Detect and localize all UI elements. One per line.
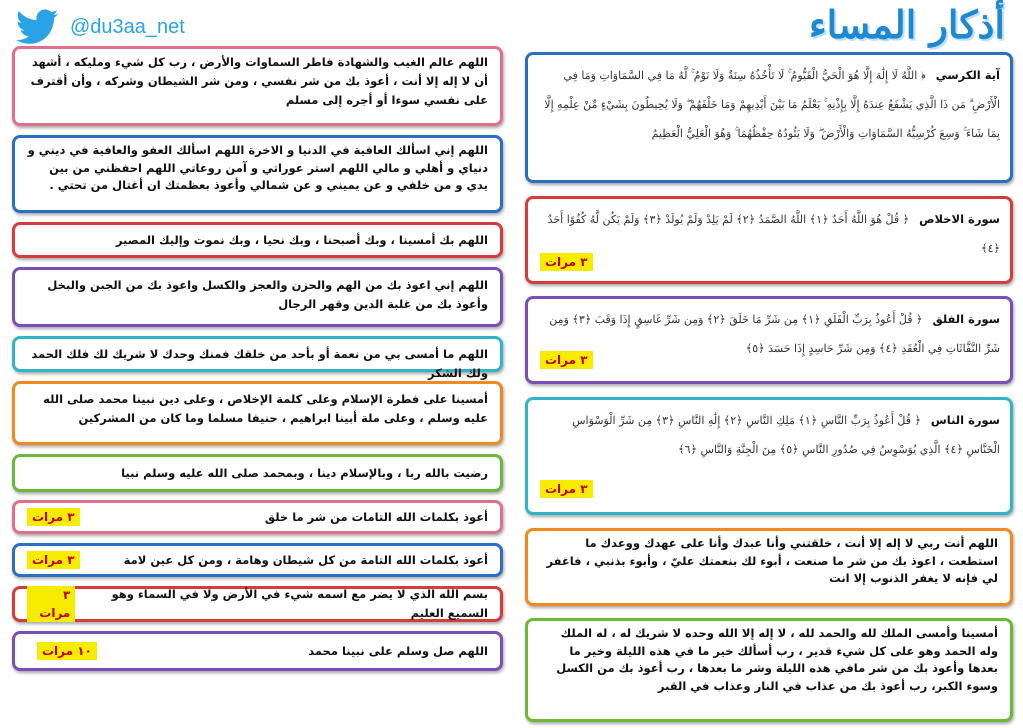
dua-text: اللهم عالم الغيب والشهادة فاطر السماوات والأرض ، رب كل شيء ومليكه ، أشهد أن لا إله إلا أنت ، أعوذ بك من شر نفسي ، ومن شر الشيطان وشركه ، وأن أقترف على نفسي سوءا أو أجره إلى مسلم — [30, 55, 488, 107]
repeat-count-badge: ٣ مرات — [540, 253, 593, 271]
dua-text: اللهم بك أمسينا ، وبك أصبحنا ، وبك نحيا ، وبك نموت وإليك المصير — [115, 233, 488, 247]
dua-card-kalimat-tammat — [12, 500, 503, 534]
repeat-count-badge: ٣ مرات — [27, 586, 75, 622]
page-title: أذكار المساء — [808, 2, 1005, 47]
quran-card-nas — [525, 397, 1013, 515]
dua-card-amsayna — [525, 618, 1013, 722]
dua-text: اللهم إني اعوذ بك من الهم والحزن والعجز والكسل واعوذ بك من الجبن والبخل وأعوذ بك من غلبة الدين وقهر الرجال — [47, 278, 488, 311]
repeat-count-badge: ٣ مرات — [540, 480, 593, 498]
dua-text: أمسينا على فطرة الإسلام وعلى كلمة الإخلاص ، وعلى دين نبينا محمد صلى الله عليه وسلم ، وعلى ملة أبينا ابراهيم ، حنيفا مسلما وما كان من المشركين — [43, 392, 488, 425]
quran-card-ikhlas — [525, 196, 1013, 284]
dua-card-raditu — [12, 454, 503, 492]
repeat-count-badge: ٣ مرات — [540, 351, 593, 369]
dua-card-afiyah — [12, 135, 503, 213]
quran-verse: ﴿ قُلْ أَعُوذُ بِرَبِّ الْفَلَقِ ﴿١﴾ مِن شَرِّ مَا خَلَقَ ﴿٢﴾ وَمِن شَرِّ غَاسِقٍ إِذَا وَقَبَ ﴿٣﴾ وَمِن شَرِّ النَّفَّاثَاتِ فِي الْعُقَدِ ﴿٤﴾ وَمِن شَرِّ حَاسِدٍ إِذَا حَسَدَ ﴿٥﴾ — [549, 313, 1000, 355]
quran-verse: ﴿ قُلْ هُوَ اللَّهُ أَحَدٌ ﴿١﴾ اللَّهُ الصَّمَدُ ﴿٢﴾ لَمْ يَلِدْ وَلَمْ يُولَدْ ﴿٣﴾ وَلَمْ يَكُن لَّهُ كُفُوًا أَحَدٌ ﴿٤﴾ — [547, 213, 1000, 255]
twitter-bird-icon — [14, 10, 62, 44]
quran-card-falaq — [525, 296, 1013, 384]
dua-text: بسم الله الذي لا يضر مع اسمه شيء في الأرض ولا في السماء وهو السميع العليم — [111, 587, 488, 620]
quran-verse: ﴿ قُلْ أَعُوذُ بِرَبِّ النَّاسِ ﴿١﴾ مَلِكِ النَّاسِ ﴿٢﴾ إِلَٰهِ النَّاسِ ﴿٣﴾ مِن شَرِّ الْوَسْوَاسِ الْخَنَّاسِ ﴿٤﴾ الَّذِي يُوَسْوِسُ فِي صُدُورِ النَّاسِ ﴿٥﴾ مِنَ الْجِنَّةِ وَالنَّاسِ ﴿٦﴾ — [572, 414, 1000, 456]
quran-label: سورة الفلق — [932, 312, 1000, 326]
dua-text: اللهم ما أمسى بي من نعمة أو بأحد من خلقك فمنك وحدك لا شريك لك فلك الحمد ولك الشكر — [31, 347, 488, 380]
dua-card-fitrat-alislam — [12, 381, 503, 445]
dua-text: أعوذ بكلمات الله التامات من شر ما خلق — [264, 509, 488, 524]
quran-label: سورة الاخلاص — [919, 212, 1000, 226]
repeat-count-badge: ١٠ مرات — [37, 642, 97, 660]
quran-label: سورة الناس — [930, 413, 1000, 427]
repeat-count-badge: ٣ مرات — [27, 551, 80, 569]
quran-card-ayat-alkursi — [525, 52, 1013, 183]
dua-card-salat-ala-nabi — [12, 631, 503, 671]
dua-text: أعوذ بكلمات الله التامة من كل شيطان وهامة ، ومن كل عين لامة — [123, 552, 488, 567]
repeat-count-badge: ٣ مرات — [27, 508, 80, 526]
dua-text: اللهم صل وسلم على نبينا محمد — [308, 643, 488, 658]
dua-card-bismillah-la-yadur — [12, 586, 503, 622]
dua-card-sayyid-alistighfar — [525, 528, 1013, 606]
dua-text: رضيت بالله ربا ، وبالإسلام دينا ، وبمحمد صلى الله عليه وسلم نبيا — [121, 466, 488, 480]
quran-verse: ﴿ اللَّهُ لَا إِلَٰهَ إِلَّا هُوَ الْحَيُّ الْقَيُّومُ ۚ لَا تَأْخُذُهُ سِنَةٌ وَلَا نَوْمٌ ۚ لَّهُ مَا فِي السَّمَاوَاتِ وَمَا فِي الْأَرْضِ ۗ مَن ذَا الَّذِي يَشْفَعُ عِندَهُ إِلَّا بِإِذْنِهِ ۚ يَعْلَمُ مَا بَيْنَ أَيْدِيهِمْ وَمَا خَلْفَهُمْ ۖ وَلَا يُحِيطُونَ بِشَيْءٍ مِّنْ عِلْمِهِ إِلَّا بِمَا شَاءَ ۚ وَسِعَ كُرْسِيُّهُ السَّمَاوَاتِ وَالْأَرْضَ ۖ وَلَا يَئُودُهُ حِفْظُهُمَا ۚ وَهُوَ الْعَلِيُّ الْعَظِيمُ — [544, 69, 1000, 140]
dua-text: أمسينا وأمسى الملك لله والحمد لله ، لا إله إلا الله وحده لا شريك له ، له الملك وله الحمد وهو على كل شيء قدير ، رب أسألك خير ما في هذه الليلة وخير ما بعدها وأعوذ بك من شر مافي هذه الليلة وشر ما بعدها ، رب أعوذ بك من الكسل وسوء الكبر، رب أعوذ بك من عذاب في النار وعذاب في القبر — [556, 626, 998, 693]
twitter-handle[interactable]: @du3aa_net — [70, 15, 185, 38]
dua-card-shaytan-hamma — [12, 543, 503, 577]
twitter-handle-block[interactable] — [14, 10, 185, 44]
dua-card-bika-amsayna — [12, 222, 503, 258]
dua-text: اللهم إني اسألك العافية في الدنيا و الاخرة اللهم اسألك العفو والعافية في ديني و دنياي و أهلي و مالي اللهم استر عوراتي و آمن روعاتي اللهم احفظني من بين يدي و من خلفي و عن يميني و عن شمالي وأعوذ بعظمتك ان أغتال من تحتي . — [27, 143, 488, 192]
quran-label: آية الكرسي — [935, 68, 1000, 82]
dua-card-alhamm-walhazan — [12, 267, 503, 327]
dua-card-ma-amsa-bi — [12, 336, 503, 380]
dua-text: اللهم أنت ربي لا إله إلا أنت ، خلقتني وأنا عبدك وأنا على عهدك ووعدك ما استطعت ، اعوذ بك من شر ما صنعت ، أبوء لك بنعمتك عليّ ، وأبوء بذنبي ، فاغفر لي فإنه لا يغفر الذنوب إلا انت — [546, 536, 998, 585]
dua-card-alim-alghayb — [12, 46, 503, 126]
